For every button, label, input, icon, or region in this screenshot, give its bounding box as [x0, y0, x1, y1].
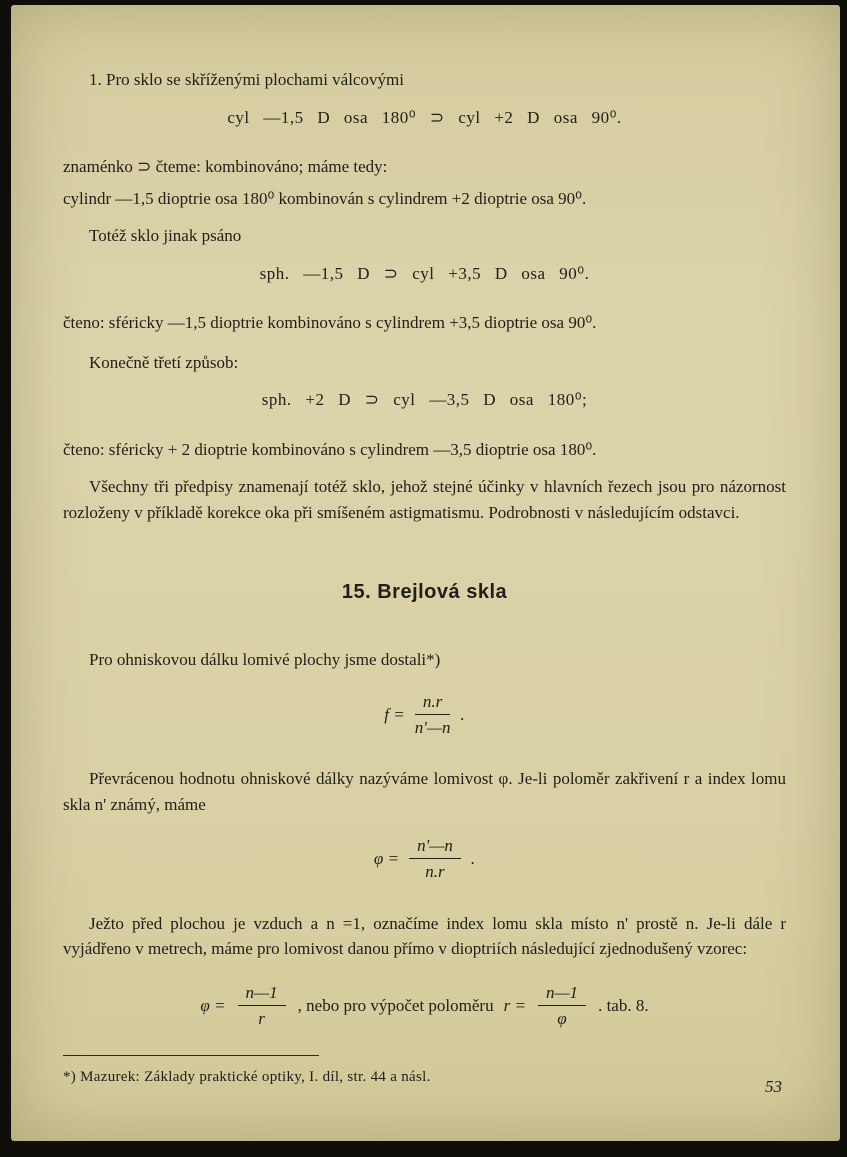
fraction-numerator: n—1: [538, 982, 586, 1006]
fraction: [538, 982, 586, 1030]
paragraph-third-way: Konečně třetí způsob:: [89, 352, 239, 372]
fraction-denominator: φ: [557, 1008, 567, 1028]
paragraph-focal-length-intro: Pro ohniskovou dálku lomivé plochy jsme dostali*): [89, 650, 441, 669]
fraction: [409, 835, 461, 883]
paragraph-lomivost-definition: Převrácenou hodnotu ohniskové dálky nazýváme lomivost φ. Je-li poloměr zakřivení r a index lomu skla n' známý, máme: [63, 769, 786, 814]
paragraph-reading-2: čteno: sféricky + 2 dioptrie kombinováno s cylindrem —3,5 dioptrie osa 180⁰.: [63, 439, 597, 459]
paragraph-item-1: 1. Pro sklo se skříženými plochami válcovými: [89, 70, 404, 89]
fraction: [238, 982, 286, 1030]
formula-phi-lhs: φ =: [200, 995, 226, 1015]
footnote-reference: *) Mazurek: Základy praktické optiky, I. díl, str. 44 a násl.: [63, 1069, 431, 1085]
fraction-denominator: n'—n: [414, 717, 451, 737]
formula-lomivost: [63, 835, 786, 883]
formula-focal-length: [63, 691, 786, 739]
formula-tail: . tab. 8.: [598, 995, 649, 1015]
fraction-numerator: n'—n: [409, 835, 461, 859]
fraction-denominator: r: [258, 1008, 265, 1028]
fraction-numerator: n.r: [415, 691, 450, 715]
paragraph-reading-1: čteno: sféricky —1,5 dioptrie kombinováno s cylindrem +3,5 dioptrie osa 90⁰.: [63, 313, 597, 332]
paragraph-simplified-formula-intro: Ježto před plochou je vzduch a n =1, označíme index lomu skla místo n' prostě n. Je-li dále r vyjádřeno v metrech, máme pro lomivost danou přímo v dioptriích následující zjednodušený vzorec:: [63, 913, 786, 958]
formula-sph-cyl-1: sph. —1,5 D ⊃ cyl +3,5 D osa 90⁰.: [259, 263, 590, 283]
footnote-divider: [63, 1055, 319, 1056]
formula-cyl-combination: cyl —1,5 D osa 180⁰ ⊃ cyl +2 D osa 90⁰.: [227, 107, 622, 127]
page-number: 53: [765, 1076, 782, 1096]
paragraph-cylinder-reading: cylindr —1,5 dioptrie osa 180⁰ kombinován s cylindrem +2 dioptrie osa 90⁰.: [63, 188, 587, 208]
section-heading: 15. Brejlová skla: [341, 581, 508, 603]
formula-lhs: φ =: [373, 849, 400, 868]
paper: [11, 5, 840, 1141]
paragraph-summary: Všechny tři předpisy znamenají totéž sklo, jehož stejné účinky v hlavních řezech jsou pro názornost rozloženy v příkladě korekce oka při smíšeném astigmatismu. Podrobnosti v následujícím odstavci.: [63, 477, 786, 522]
paragraph-alternative-notation: Totéž sklo jinak psáno: [89, 226, 242, 245]
formula-tail: .: [470, 849, 476, 868]
formula-lhs: f =: [384, 704, 405, 724]
fraction-denominator: n.r: [425, 862, 445, 882]
fraction: [415, 691, 451, 739]
formula-middle-text: , nebo pro výpočet poloměru: [297, 995, 494, 1015]
formula-r-lhs: r =: [503, 995, 526, 1015]
formula-tail: .: [460, 704, 465, 724]
formula-simplified: [63, 982, 786, 1030]
paragraph-sign-explanation: znaménko ⊃ čteme: kombinováno; máme tedy:: [63, 157, 388, 176]
fraction-numerator: n—1: [238, 982, 286, 1006]
formula-sph-cyl-2: sph. +2 D ⊃ cyl —3,5 D osa 180⁰;: [261, 390, 588, 409]
